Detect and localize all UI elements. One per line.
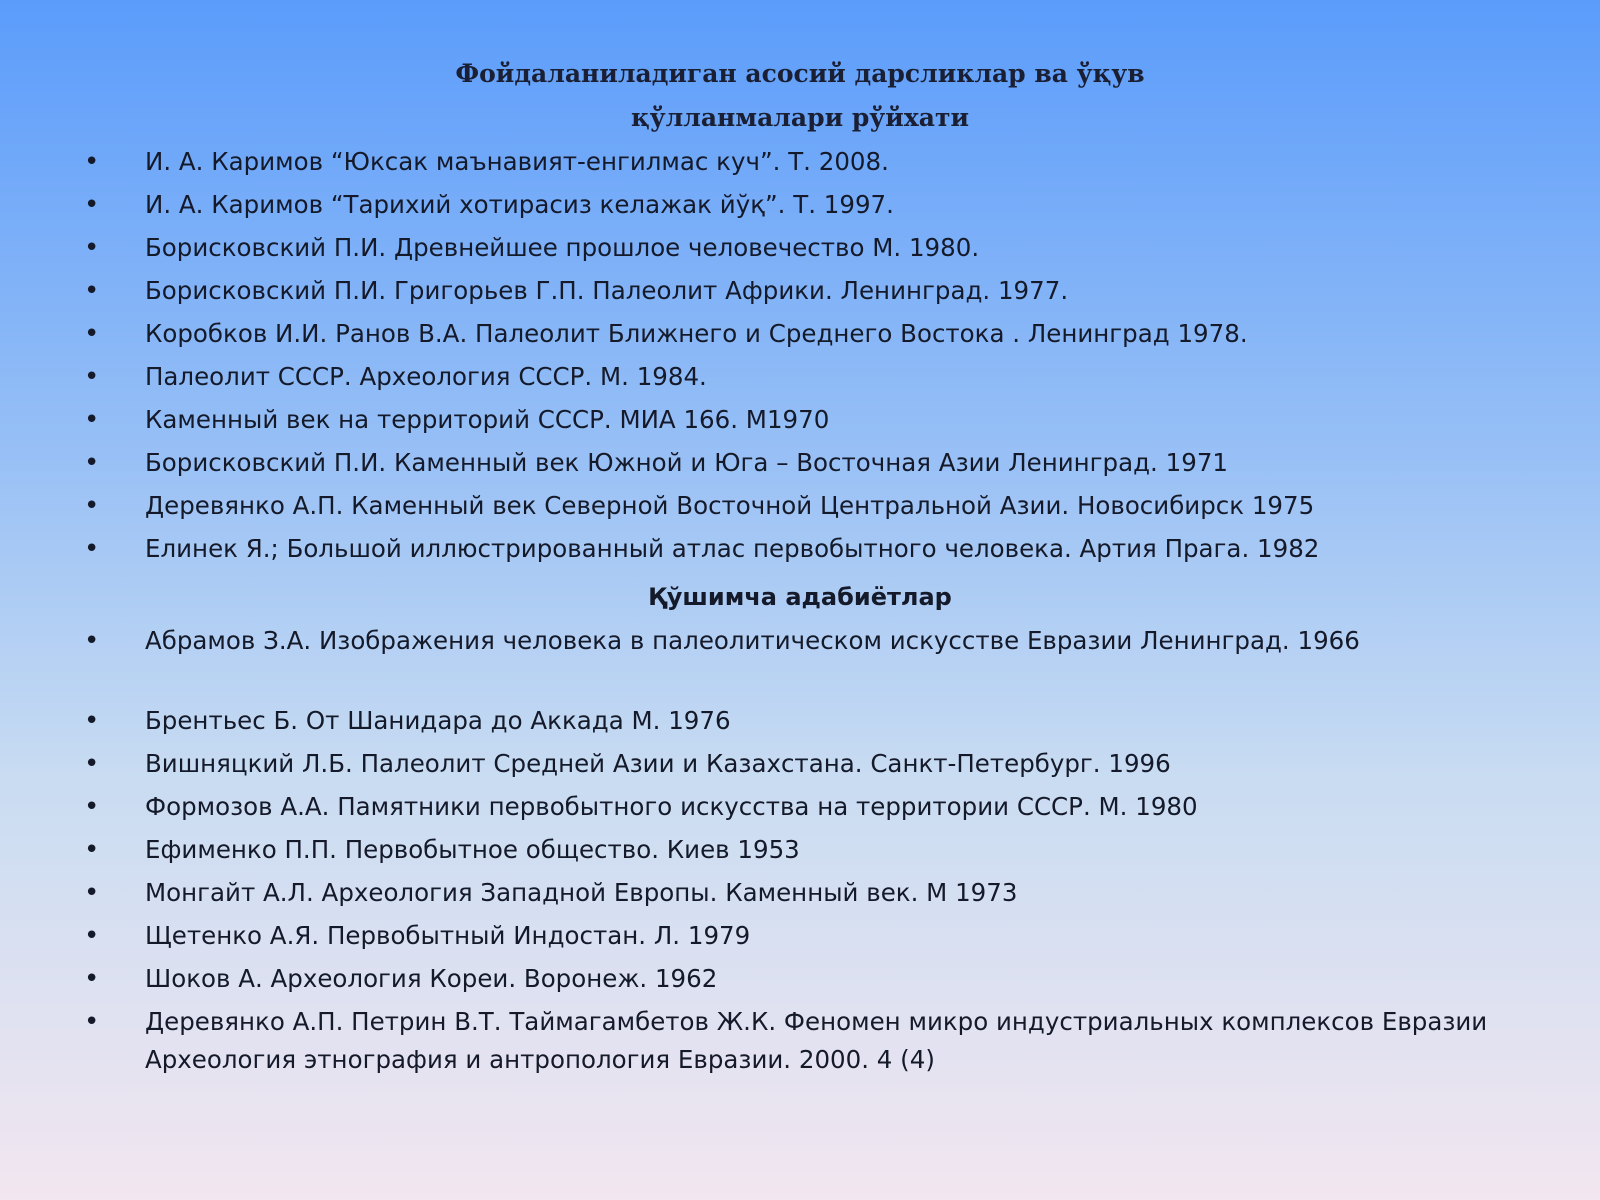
- page-title-line-1: Фойдаланиладиган асосий дарсликлар ва ўқув: [455, 59, 1145, 88]
- page-title-line-2: қўлланмалари рўйхати: [631, 103, 969, 132]
- list-item-text: И. А. Каримов “Тарихий хотирасиз келажак йўқ”. Т. 1997.: [145, 190, 894, 219]
- list-item-text: Борисковский П.И. Древнейшее прошлое человечество М. 1980.: [145, 233, 980, 262]
- list-item-text: Палеолит СССР. Археология СССР. М. 1984.: [145, 362, 707, 391]
- list-item-text: Шоков А. Археология Кореи. Воронеж. 1962: [145, 964, 718, 993]
- bullet-icon: •: [84, 147, 100, 177]
- list-item-text: Формозов А.А. Памятники первобытного искусства на территории СССР. М. 1980: [145, 792, 1198, 821]
- bullet-icon: •: [84, 190, 100, 220]
- bullet-icon: •: [84, 534, 100, 564]
- list-item-text: Щетенко А.Я. Первобытный Индостан. Л. 1979: [145, 921, 751, 950]
- bullet-icon: •: [84, 835, 100, 865]
- bullet-icon: •: [84, 706, 100, 736]
- list-item-text: Брентьес Б. От Шанидара до Аккада М. 1976: [145, 706, 731, 735]
- list-item-text: Борисковский П.И. Григорьев Г.П. Палеолит Африки. Ленинград. 1977.: [145, 276, 1069, 305]
- bullet-icon: •: [84, 448, 100, 478]
- bullet-icon: •: [84, 491, 100, 521]
- bullet-icon: •: [84, 1007, 100, 1037]
- bullet-icon: •: [84, 233, 100, 263]
- list-item-text: Вишняцкий Л.Б. Палеолит Средней Азии и Казахстана. Санкт-Петербург. 1996: [145, 749, 1171, 778]
- bullet-icon: •: [84, 626, 100, 656]
- bullet-icon: •: [84, 792, 100, 822]
- list-item-text: Коробков И.И. Ранов В.А. Палеолит Ближнего и Среднего Востока . Ленинград 1978.: [145, 319, 1248, 348]
- list-item-text: И. А. Каримов “Юксак маънавият-енгилмас куч”. Т. 2008.: [145, 147, 889, 176]
- bullet-icon: •: [84, 405, 100, 435]
- list-item-text: Ефименко П.П. Первобытное общество. Киев 1953: [145, 835, 800, 864]
- list-item-text: Каменный век на территорий СССР. МИА 166. М1970: [145, 405, 830, 434]
- bullet-icon: •: [84, 276, 100, 306]
- bullet-icon: •: [84, 749, 100, 779]
- list-item-text: Абрамов З.А. Изображения человека в палеолитическом искусстве Евразии Ленинград. 1966: [145, 626, 1360, 655]
- list-item-text: Деревянко А.П. Петрин В.Т. Таймагамбетов Ж.К. Феномен микро индустриальных комплексов Евразии Археология этнография и антропология Евразии. 2000. 4 (4): [145, 1007, 1488, 1074]
- list-item-text: Борисковский П.И. Каменный век Южной и Юга – Восточная Азии Ленинград. 1971: [145, 448, 1228, 477]
- list-item-text: Деревянко А.П. Каменный век Северной Восточной Центральной Азии. Новосибирск 1975: [145, 491, 1315, 520]
- bullet-icon: •: [84, 878, 100, 908]
- bullet-icon: •: [84, 921, 100, 951]
- bullet-icon: •: [84, 319, 100, 349]
- section-heading-additional: Қўшимча адабиётлар: [648, 583, 952, 611]
- list-item-text: Монгайт А.Л. Археология Западной Европы. Каменный век. М 1973: [145, 878, 1018, 907]
- bullet-icon: •: [84, 362, 100, 392]
- list-item-text: Елинек Я.; Большой иллюстрированный атлас первобытного человека. Артия Прага. 1982: [145, 534, 1320, 563]
- bullet-icon: •: [84, 964, 100, 994]
